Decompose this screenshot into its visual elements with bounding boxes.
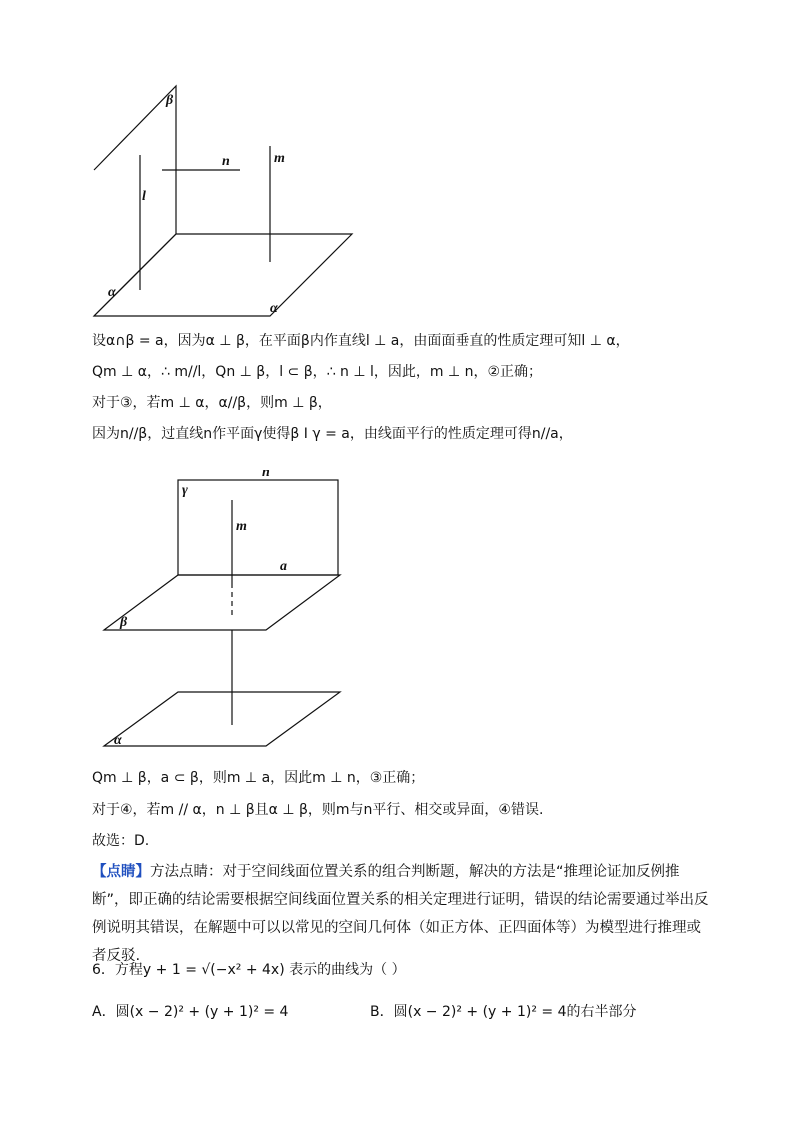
label-n: n [262, 470, 270, 480]
plane-beta [94, 86, 176, 316]
question-number: 6． [92, 962, 115, 978]
text-line-6: 对于④，若m // α，n ⊥ β且α ⊥ β，则m与n平行、相交或异面，④错误. [92, 802, 544, 818]
label-beta: β [166, 93, 174, 108]
label-l: l [142, 189, 146, 204]
label-m: m [236, 519, 247, 534]
question-6 [92, 960, 406, 980]
plane-alpha [94, 234, 352, 316]
text-line-5: Qm ⊥ β，a ⊂ β，则m ⊥ a，因此m ⊥ n，③正确； [92, 770, 425, 786]
text-line-3: 对于③，若m ⊥ α，α//β，则m ⊥ β， [92, 395, 332, 411]
question-text: 方程y + 1 = √(−x² + 4x) 表示的曲线为（ ） [114, 962, 406, 978]
figure-perpendicular-planes [80, 80, 370, 320]
plane-gamma [178, 480, 338, 575]
label-beta: β [120, 615, 128, 630]
text-line-1: 设α∩β = a，因为α ⊥ β，在平面β内作直线l ⊥ a，由面面垂直的性质定理可知l ⊥ α， [92, 333, 630, 349]
label-n: n [222, 154, 230, 169]
option-b: B．圆(x − 2)² + (y + 1)² = 4的右半部分 [370, 1004, 637, 1020]
label-m: m [274, 151, 285, 166]
label-alpha-right: α [270, 301, 278, 316]
text-line-4: 因为n//β，过直线n作平面γ使得β I γ = a，由线面平行的性质定理可得n//a， [92, 426, 573, 442]
label-gamma: γ [182, 483, 188, 498]
plane-beta [104, 575, 340, 630]
figure-parallel-planes [100, 470, 350, 755]
comment-text: 方法点睛：对于空间线面位置关系的组合判断题，解决的方法是“推理论证加反例推断”，即正确的结论需要根据空间线面位置关系的相关定理进行证明，错误的结论需要通过举出反例说明其错误，在解题中可以以常见的空间几何体（如正方体、正四面体等）为模型进行推理或者反驳. [92, 864, 709, 964]
label-a: a [280, 559, 287, 574]
label-alpha-left: α [108, 285, 116, 300]
comment-tag: 【点睛】 [92, 864, 150, 880]
label-alpha: α [114, 733, 122, 748]
text-line-2: Qm ⊥ α，∴ m//l，Qn ⊥ β，l ⊂ β，∴ n ⊥ l，因此，m ⊥ n，②正确； [92, 364, 543, 380]
plane-alpha [104, 692, 340, 746]
option-a: A．圆(x − 2)² + (y + 1)² = 4 [92, 1004, 289, 1020]
text-line-7: 故选：D. [92, 833, 150, 849]
comment-block [92, 858, 712, 970]
